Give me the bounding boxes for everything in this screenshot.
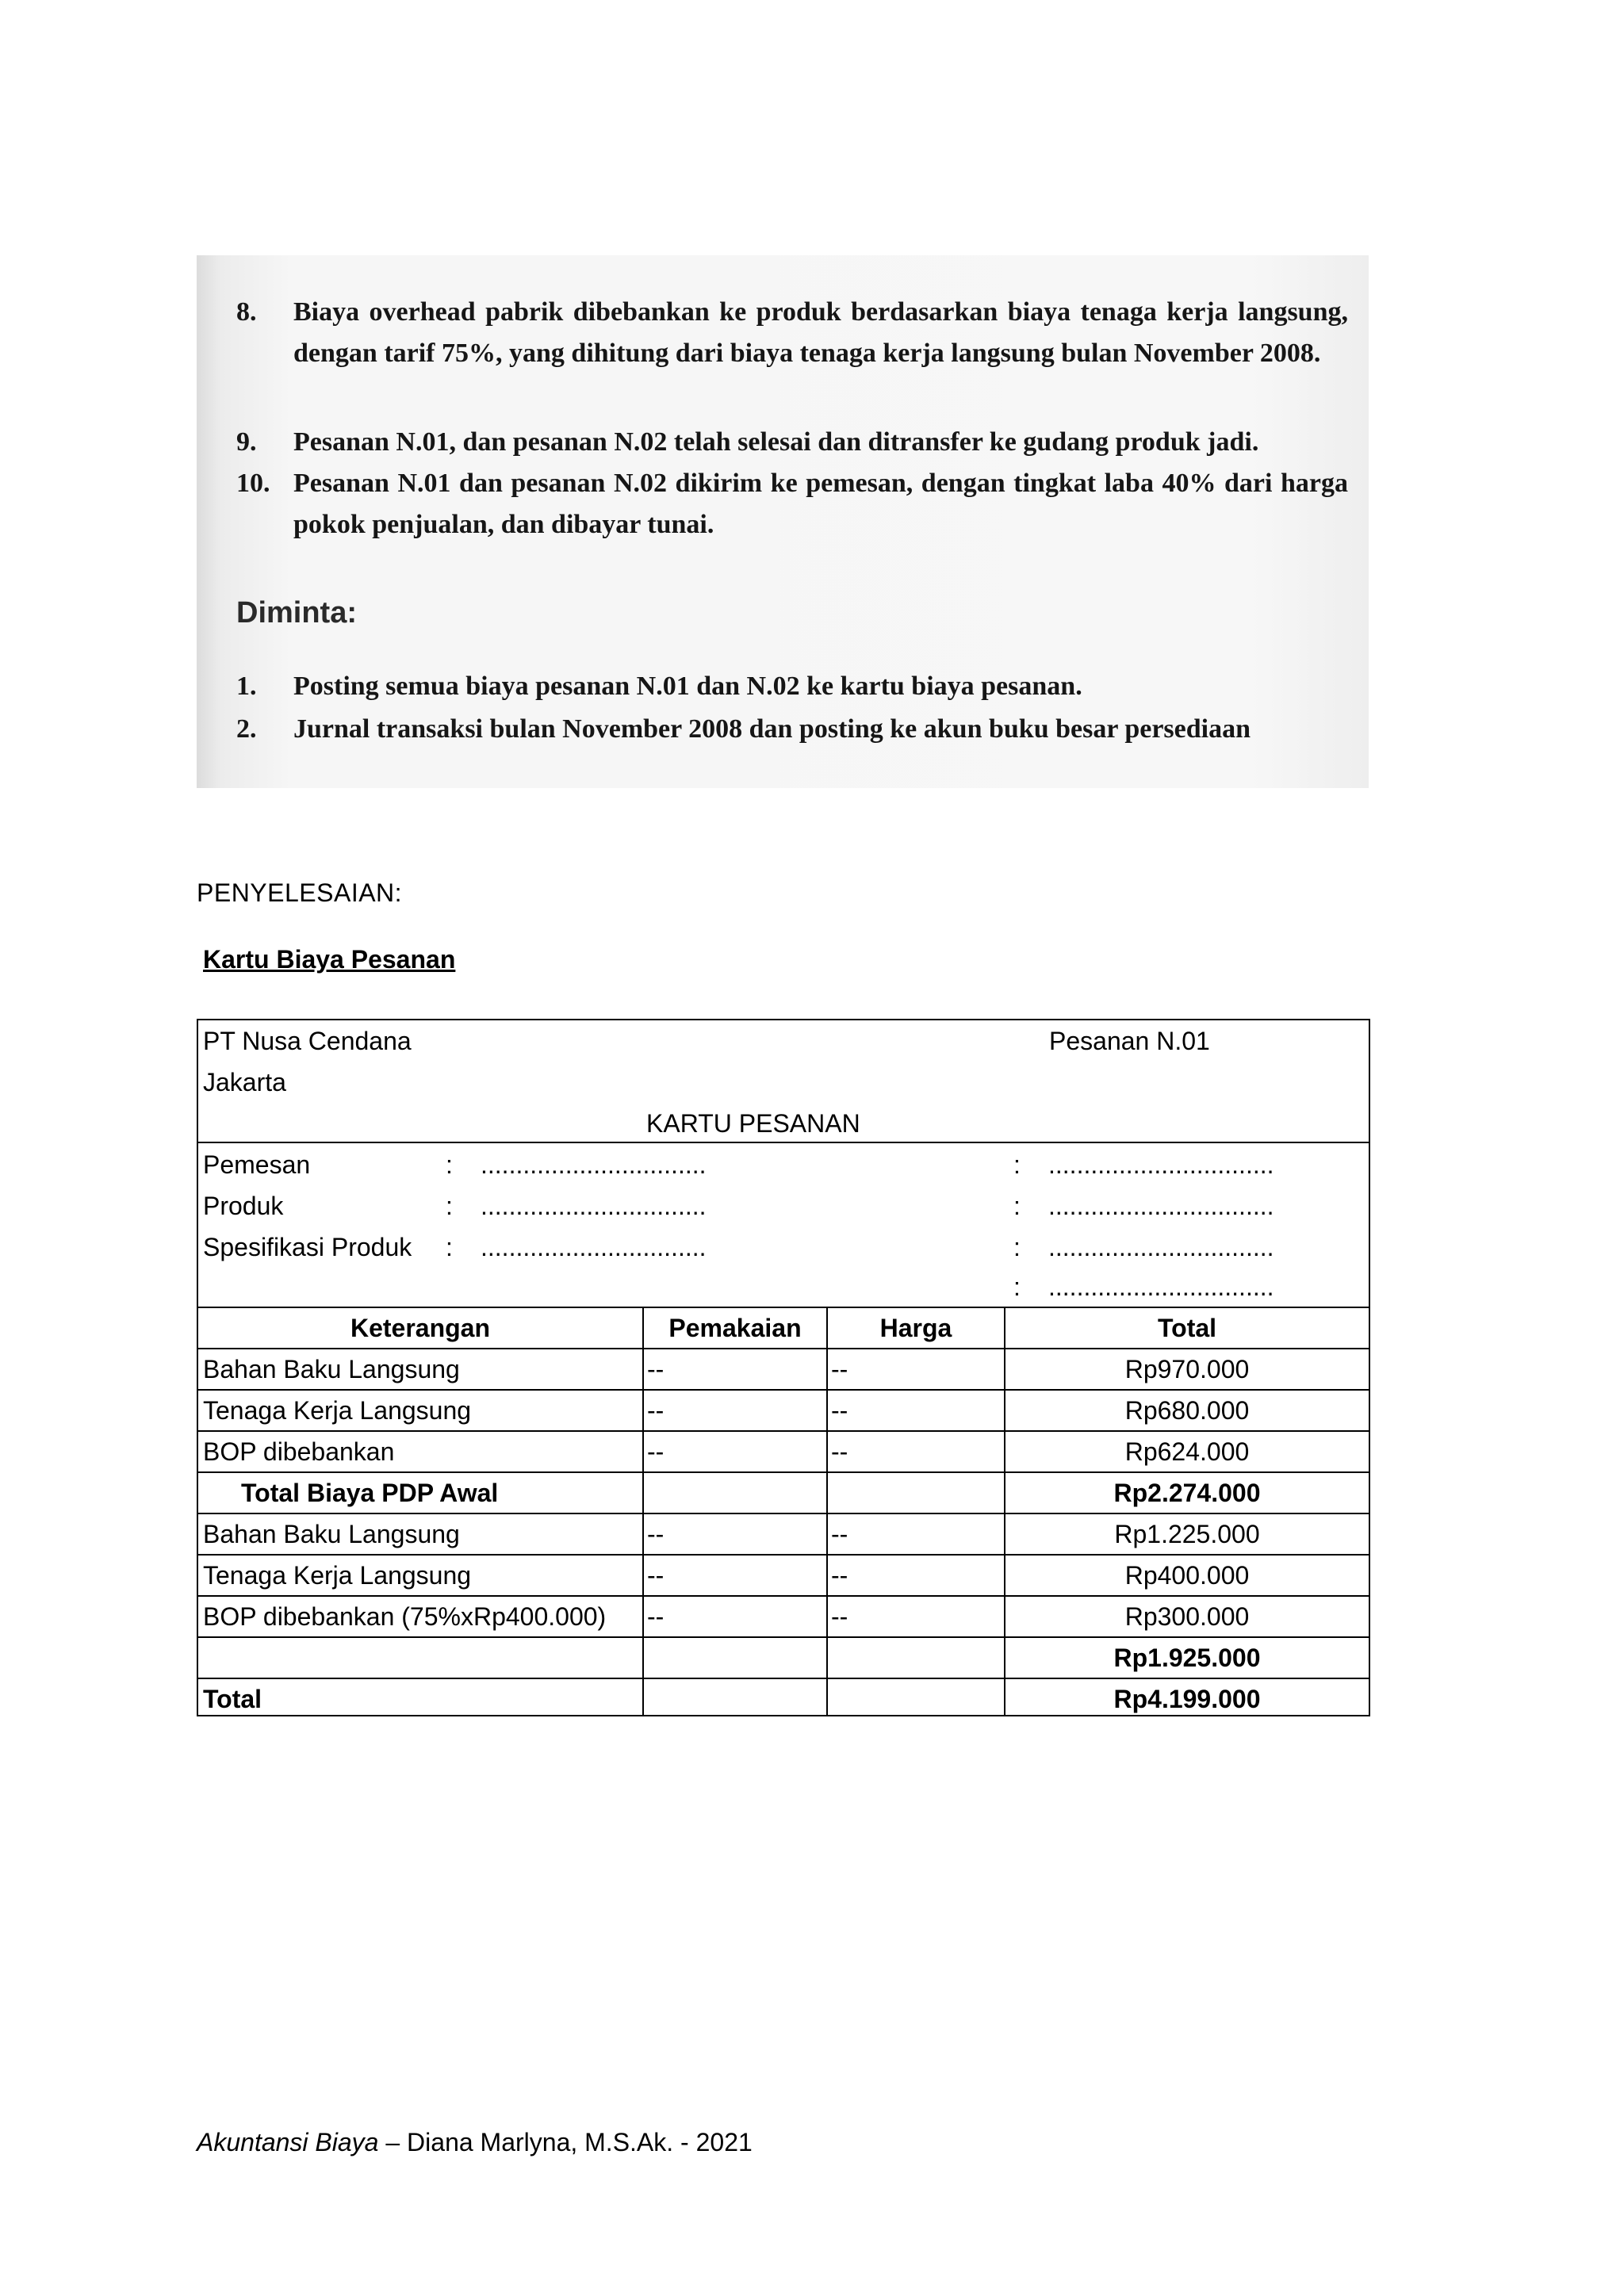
section-title: Kartu Biaya Pesanan xyxy=(203,945,456,974)
cell-pemakaian: -- xyxy=(647,1602,665,1631)
cell-keterangan: Total xyxy=(203,1685,262,1713)
item-text: Biaya overhead pabrik dibebankan ke produk berdasarkan biaya tenaga kerja langsung, dengan tarif 75%, yang dihitung dari biaya tenaga kerja langsung bulan November 2008. xyxy=(293,297,1348,368)
cell-total: Rp1.225.000 xyxy=(1114,1520,1260,1548)
cell-pemakaian: -- xyxy=(647,1561,665,1590)
cell-harga: -- xyxy=(831,1520,848,1548)
field-right-colon: : xyxy=(1013,1192,1021,1220)
field-label: Pemesan xyxy=(203,1150,311,1179)
cell-keterangan: Bahan Baku Langsung xyxy=(203,1355,460,1383)
cell-total: Rp2.274.000 xyxy=(1113,1479,1261,1507)
cell-keterangan: Total Biaya PDP Awal xyxy=(241,1479,499,1507)
cell-total: Rp400.000 xyxy=(1124,1561,1250,1590)
penyelesaian-label: PENYELESAIAN: xyxy=(197,878,403,907)
field-colon: : xyxy=(446,1192,453,1220)
cell-total: Rp300.000 xyxy=(1124,1602,1250,1631)
item-number: 8. xyxy=(236,297,257,327)
cell-pemakaian: -- xyxy=(647,1355,665,1383)
cell-harga: -- xyxy=(831,1561,848,1590)
cell-pemakaian: -- xyxy=(647,1437,665,1466)
diminta-heading: Diminta: xyxy=(236,596,357,629)
field-value: ................................ xyxy=(481,1233,707,1261)
divider xyxy=(198,1142,1369,1143)
column-header-harga: Harga xyxy=(879,1314,952,1342)
cell-harga: -- xyxy=(831,1396,848,1425)
cell-pemakaian: -- xyxy=(647,1520,665,1548)
cell-pemakaian: -- xyxy=(647,1396,665,1425)
item-number: 1. xyxy=(236,672,257,701)
column-divider xyxy=(826,1307,828,1715)
field-label: Produk xyxy=(203,1192,284,1220)
company-city: Jakarta xyxy=(203,1068,286,1096)
footer-book-title: Akuntansi Biaya xyxy=(197,2128,379,2156)
cell-keterangan: Tenaga Kerja Langsung xyxy=(203,1396,472,1425)
item-number: 9. xyxy=(236,427,257,457)
item-text: Pesanan N.01, dan pesanan N.02 telah selesai dan ditransfer ke gudang produk jadi. xyxy=(293,427,1259,457)
item-number: 10. xyxy=(236,469,270,498)
cell-keterangan: BOP dibebankan xyxy=(203,1437,395,1466)
cell-keterangan: Tenaga Kerja Langsung xyxy=(203,1561,472,1590)
field-right-value: ................................ xyxy=(1048,1150,1274,1179)
cell-total: Rp624.000 xyxy=(1124,1437,1250,1466)
cell-total: Rp970.000 xyxy=(1124,1355,1250,1383)
field-value: ................................ xyxy=(481,1192,707,1220)
column-header-keterangan: Keterangan xyxy=(350,1314,491,1342)
item-text: Jurnal transaksi bulan November 2008 dan posting ke akun buku besar persediaan xyxy=(293,714,1251,744)
footer-author: – Diana Marlyna, M.S.Ak. - 2021 xyxy=(378,2128,753,2156)
page-footer xyxy=(197,2128,753,2157)
field-label: Spesifikasi Produk xyxy=(203,1233,412,1261)
field-value: ................................ xyxy=(481,1150,707,1179)
field-colon: : xyxy=(446,1150,453,1179)
field-right-value: ................................ xyxy=(1048,1272,1274,1301)
field-right-colon: : xyxy=(1013,1272,1021,1301)
column-header-total: Total xyxy=(1157,1314,1217,1342)
cell-harga: -- xyxy=(831,1602,848,1631)
column-divider xyxy=(642,1307,644,1715)
card-title: KARTU PESANAN xyxy=(646,1109,860,1138)
cell-harga: -- xyxy=(831,1437,848,1466)
column-header-pemakaian: Pemakaian xyxy=(668,1314,802,1342)
item-text: Pesanan N.01 dan pesanan N.02 dikirim ke pemesan, dengan tingkat laba 40% dari harga pokok penjualan, dan dibayar tunai. xyxy=(293,469,1348,539)
scanned-excerpt xyxy=(197,255,1369,788)
cell-total: Rp4.199.000 xyxy=(1113,1685,1261,1713)
cell-keterangan: Bahan Baku Langsung xyxy=(203,1520,460,1548)
item-number: 2. xyxy=(236,714,257,744)
cell-total: Rp1.925.000 xyxy=(1113,1644,1261,1672)
cell-total: Rp680.000 xyxy=(1124,1396,1250,1425)
order-number: Pesanan N.01 xyxy=(1049,1027,1210,1055)
job-order-cost-card xyxy=(197,1019,1370,1716)
cell-keterangan: BOP dibebankan (75%xRp400.000) xyxy=(203,1602,607,1631)
field-right-value: ................................ xyxy=(1048,1233,1274,1261)
field-right-colon: : xyxy=(1013,1233,1021,1261)
field-right-value: ................................ xyxy=(1048,1192,1274,1220)
field-colon: : xyxy=(446,1233,453,1261)
cell-harga: -- xyxy=(831,1355,848,1383)
field-right-colon: : xyxy=(1013,1150,1021,1179)
item-text: Posting semua biaya pesanan N.01 dan N.02 ke kartu biaya pesanan. xyxy=(293,672,1082,701)
company-name: PT Nusa Cendana xyxy=(203,1027,412,1055)
